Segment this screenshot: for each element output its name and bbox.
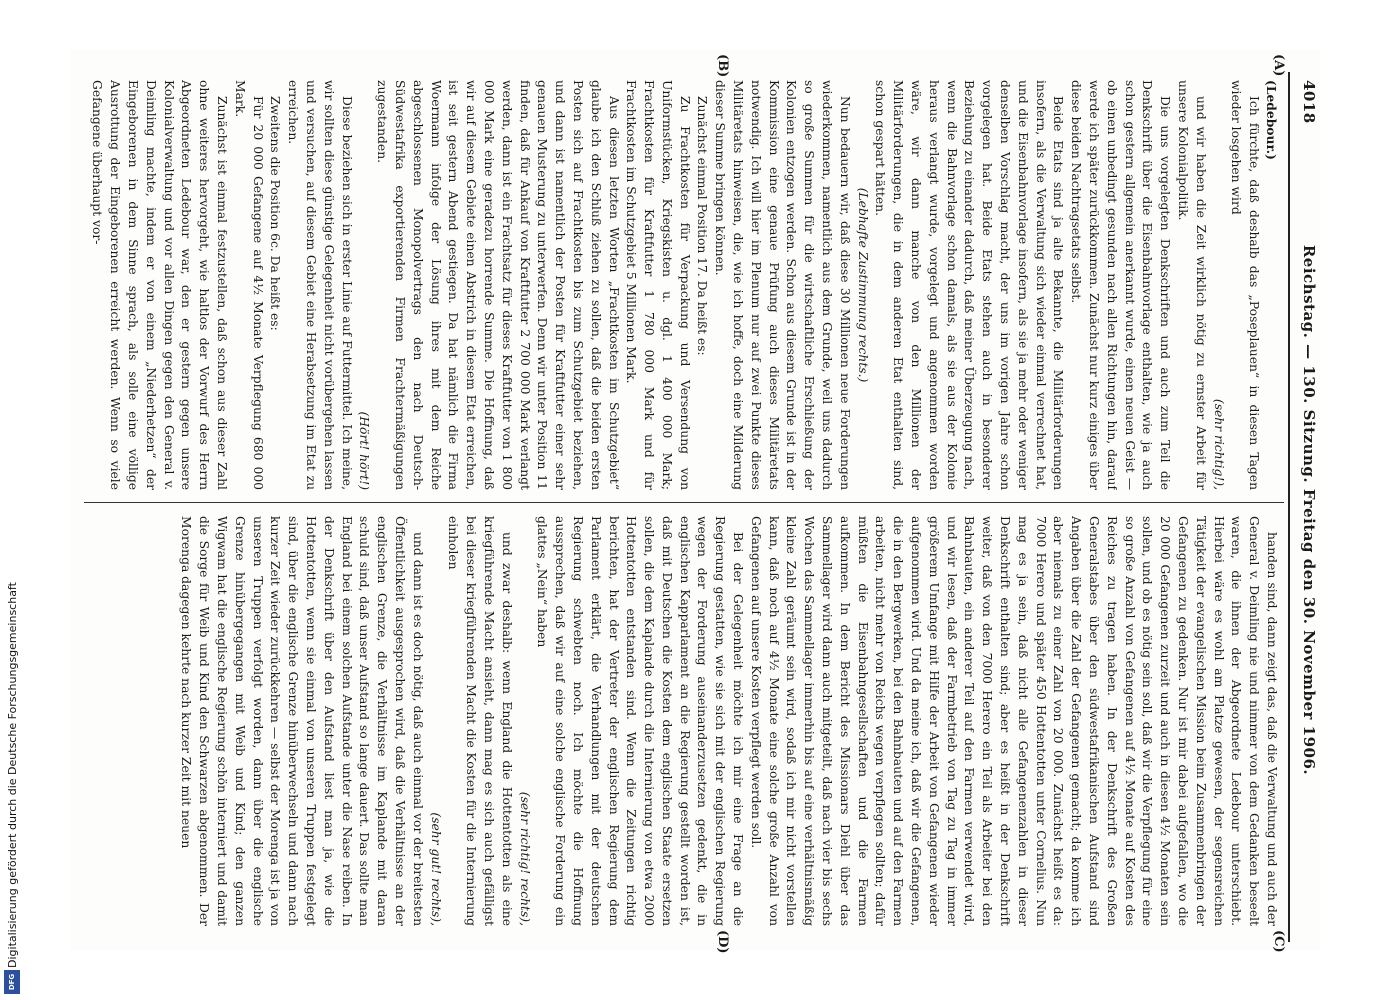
header-rule — [1288, 72, 1290, 942]
credit-text: Digitalisierung gefördert durch die Deutsche Forschungsgemeinschaft — [6, 582, 19, 968]
speaker-name: (Ledebour.) — [1264, 80, 1279, 160]
paragraph: handen sind, dann zeigt das, daß die Verwaltung und auch der General v. Deimling nie und nimmer von dem Gedanken beseelt waren, die ihnen der Abgeordnete Ledebour unterschiebt. Hierbei wäre es wohl am Platze gewesen, der segensreichen Tätigkeit der evangelischen Mission beim Zusammenbringen der Gefangenen zu gedenken. Nur ist mir dabei aufgefallen, wo die 20 000 Gefangenen zurzeit und auch in diesen 4½ Monaten sein sollen, und ob es nötig sein soll, daß wir die Verpflegung für eine so große Anzahl von Gefangenen auf 4½ Monate auf Kosten des Reiches zu tragen haben. In der Denkschrift des Großen Generalstabes über den südwestafrikanischen Aufstand sind Angaben über die Zahl der Gefangenen gemacht; da komme ich aber niemals zu einer Zahl von 20 000. Zunächst heißt es da: 7000 Herero und später 450 Hottentotten unter Cornelius. Nun mag es ja sein, daß nicht alle Gefangenenzahlen in dieser Denkschrift enthalten sind; aber es heißt in der Denkschrift weiter, daß von den 7000 Herero ein Teil als Arbeiter bei den Bahnbauten, ein anderer Teil auf den Farmen verwendet wird, und wir lesen, daß der Farmbetrieb von Tag zu Tag in immer größerem Umfange mit Hilfe der Arbeit von Gefangenen wieder aufgenommen wird. Und da meine ich, daß wir die Gefangenen, die in den Bergwerken, bei den Bahnbauten und auf den Farmen arbeiten, nicht mehr von Reichs wegen verpflegen sollten; dafür müßten die Eisenbahngesellschaften und die Farmen aufkommen. In dem Bericht des Missionars Diehl über das Sammellager wird dann auch mitgeteilt, daß nach vier bis sechs Wochen das Sammellager immerhin bis auf eine verhältnismäßig kleine Zahl geräumt sein wird, sodaß ich mir nicht vorstellen kann, daß noch auf 4½ Monate eine solche große Anzahl von Gefangenen auf unsere Kosten verpflegt werden soll. — [748, 516, 1279, 926]
left-column — [85, 80, 1280, 490]
scanned-page — [70, 50, 1320, 954]
paragraph: Für 20 000 Gefangene auf 4½ Monate Verpflegung 680 000 Mark. — [232, 80, 265, 490]
margin-mark-a: (A) — [1271, 54, 1286, 77]
interjection: (sehr richtig!), — [1211, 398, 1226, 490]
paragraph: und wir haben die Zeit wirklich nötig zu ernster Arbeit für unsere Kolonialpolitik. — [1176, 80, 1208, 490]
paragraph: Die uns vorgelegten Denkschriften und auch zum Teil die Denkschrift über die Eisenbahnvorlage enthalten, wie ja auch schon gestern allgemein anerkannt wurde, einen neuen Geist — ob einen unbedingt gesunden nach allen Richtungen hin, darauf werde ich später zurückkommen. Zunächst nur kurz einiges über diese beiden Nachtragsetats selbst. — [1069, 80, 1173, 490]
interjection: (sehr richtig! rechts), — [517, 791, 532, 926]
paragraph: und dann ist es doch nötig, daß auch einmal vor der breitesten Öffentlichkeit ausgesprochen wird, daß die Verhältnisse an der englischen Grenze, die Verhältnisse im Kaplande mit daran schuld sind, daß unser Aufstand so lange dauert. Das sollte man England bei einem solchen Aufstande unter die Nase reiben. In der Denkschrift über den Aufstand liest man ja, wie die Hottentotten, wenn sie einmal von unseren Truppen festgelegt sind, über die englische Grenze hinüberwechseln und dann nach kurzer Zeit wieder zurückkehren — selbst der Morenga ist ja von unseren Truppen verfolgt worden, dann über die englische Grenze hinübergegangen mit Weib und Kind; den ganzen Wigwam hat die englische Regierung schön interniert und damit die Sorge für Weib und Kind den Schwarzen abgenommen. Der Morenga dagegen kehrte nach kurzer Zeit mit neuen — [179, 516, 425, 926]
column-divider — [84, 502, 1284, 503]
paragraph: und zwar deshalb: wenn England die Hottentotten als eine kriegführende Macht ansieht, dann mag es sich auch gefälligst bei dieser kriegführenden Macht die Kosten für die Internierung einholen — [446, 516, 514, 926]
paragraph: Ich fürchte, daß deshalb das „Poseplauen“ in diesen Tagen wieder losgehen wird — [1229, 80, 1262, 490]
interjection: (sehr gut! rechts), — [428, 812, 443, 926]
margin-mark-b: (B) — [715, 54, 730, 78]
interjection: (Hört! hört!) — [357, 411, 372, 490]
dfg-logo: DFG — [4, 970, 20, 994]
paragraph: Bei der Gelegenheit möchte ich mir eine Frage an die Regierung gestatten, wie sie sich mit der englischen Regierung wegen der Forderung auseinanderzusetzen gedenkt, die in englischen Kapparlament an die Regierung gestellt worden ist, daß mit Deutschen die Kosten dem englischen Staate ersetzen sollen, die dem Kaplande durch die Internierung von etwa 2000 Hottentotten entstanden sind. Wenn die Zeitungen richtig berichten, hat der Vertreter der englischen Regierung dem Parlament erklärt, die Verhandlungen mit der deutschen Regierung schwebten noch. Ich möchte die Hoffnung aussprechen, daß wir auf eine solche englische Forderung ein glattes „Nein“ haben — [535, 516, 746, 926]
page-header — [1296, 80, 1318, 940]
margin-mark-c: (C) — [1271, 930, 1286, 953]
paragraph: Zunächst ist einmal festzustellen, daß schon aus dieser Zahl ohne weiteres hervorgeht, wie haltlos der Vorwurf des Herrn Abgeordneten Ledebour war, den er gestern gegen unsere Kolonialverwaltung und vor allen Dingen gegen den General v. Deimling machte, indem er von einem „Niederhetzen“ der Eingeborenen in dem Sinne sprach, als solle eine völlige Ausrottung der Eingeborenen erreicht werden. Wenn so viele Gefangene überhaupt vor- — [90, 80, 229, 490]
paragraph: Zunächst einmal Position 17. Da heißt es: — [695, 96, 710, 356]
right-column — [85, 516, 1280, 926]
page-title: Reichstag. — 130. Sitzung. Freitag den 30. November 1906. — [1300, 244, 1318, 776]
margin-mark-d: (D) — [715, 930, 730, 954]
interjection: (Lebhafte Zustimmung rechts.) — [855, 187, 870, 383]
paragraph: Zweitens die Position 6c. Da heißt es: — [268, 96, 283, 331]
paragraph: Diese beziehen sich in erster Linie auf Futtermittel. Ich meine, wir sollten diese günstige Gelegenheit nicht vorübergehen lassen und versuchen, auf diesem Gebiet eine Herabsetzung im Etat zu erreichen. — [286, 80, 354, 490]
paragraph: Nun bedauern wir, daß diese 30 Millionen neue Forderungen wiederkommen, namentlich aus dem Grunde, weil uns dadurch so große Summen für die wirtschaftliche Erschließung der Kolonien entzogen werden. Schon aus diesem Grunde ist in der Kommission eine genaue Prüfung auch dieses Militäretats notwendig. Ich will hier im Plenum nur auf zwei Punkte dieses Militäretats hinweisen, die, wie ich hoffe, doch eine Milderung dieser Summe bringen können. — [713, 80, 852, 490]
paragraph: Zu Frachtkosten für Verpackung und Versendung von Uniformstücken, Kriegskisten u. dgl. 1 400 000 Mark; Frachtkosten für Kraftfutter 1 780 000 Mark und für Frachtkosten im Schutzgebiet 5 Millionen Mark. — [624, 80, 692, 490]
digitization-credit — [2, 0, 20, 1000]
paragraph: Beide Etats sind ja alte Bekannte, die Militärforderungen insofern, als die Verwaltung sich wieder einmal verrechnet hat, und die Eisenbahnvorlage insofern, als sie ja mehr oder weniger denselben Vorschlag macht, der uns im vorigen Jahre schon vorgelegen hat. Beide Etats stehen auch in besonderer Beziehung zu einander dadurch, daß meiner Überzeugung nach, wenn die Bahnvorlage schon damals, als sie aus der Kolonie heraus verlangt wurde, vorgelegt und angenommen worden wäre, wir dann manche von den Millionen der Militärforderungen, die in dem anderen Etat enthalten sind, schon gespart hätten. — [873, 80, 1066, 490]
page-number: 4018 — [1300, 80, 1318, 124]
paragraph: Aus diesen letzten Worten „Frachtkosten im Schutzgebiet“ glaube ich den Schluß ziehen zu sollen, daß die beiden ersten Posten sich auf Frachtkosten bis zum Schutzgebiet beziehen, und dann ist namentlich der Posten für Kraftfutter einer sehr genauen Musterung zu unterwerfen. Denn wir unter Position 11 finden, daß für Ankauf von Kraftfutter 2 700 000 Mark verlangt werden, dann ist ein Frachtsatz für dieses Kraftfutter von 1 800 000 Mark eine geradezu horrende Summe. Die Hoffnung, daß wir auf diesem Gebiete einen Abstrich in diesem Etat erreichen, ist seit gestern Abend gestiegen. Da hat nämlich die Firma Woermann infolge der Lösung ihres mit dem Reiche abgeschlossenen Monopolvertrags den nach Deutsch-Südwestafrika exportierenden Firmen Frachtermäßigungen zugestanden. — [375, 80, 621, 490]
